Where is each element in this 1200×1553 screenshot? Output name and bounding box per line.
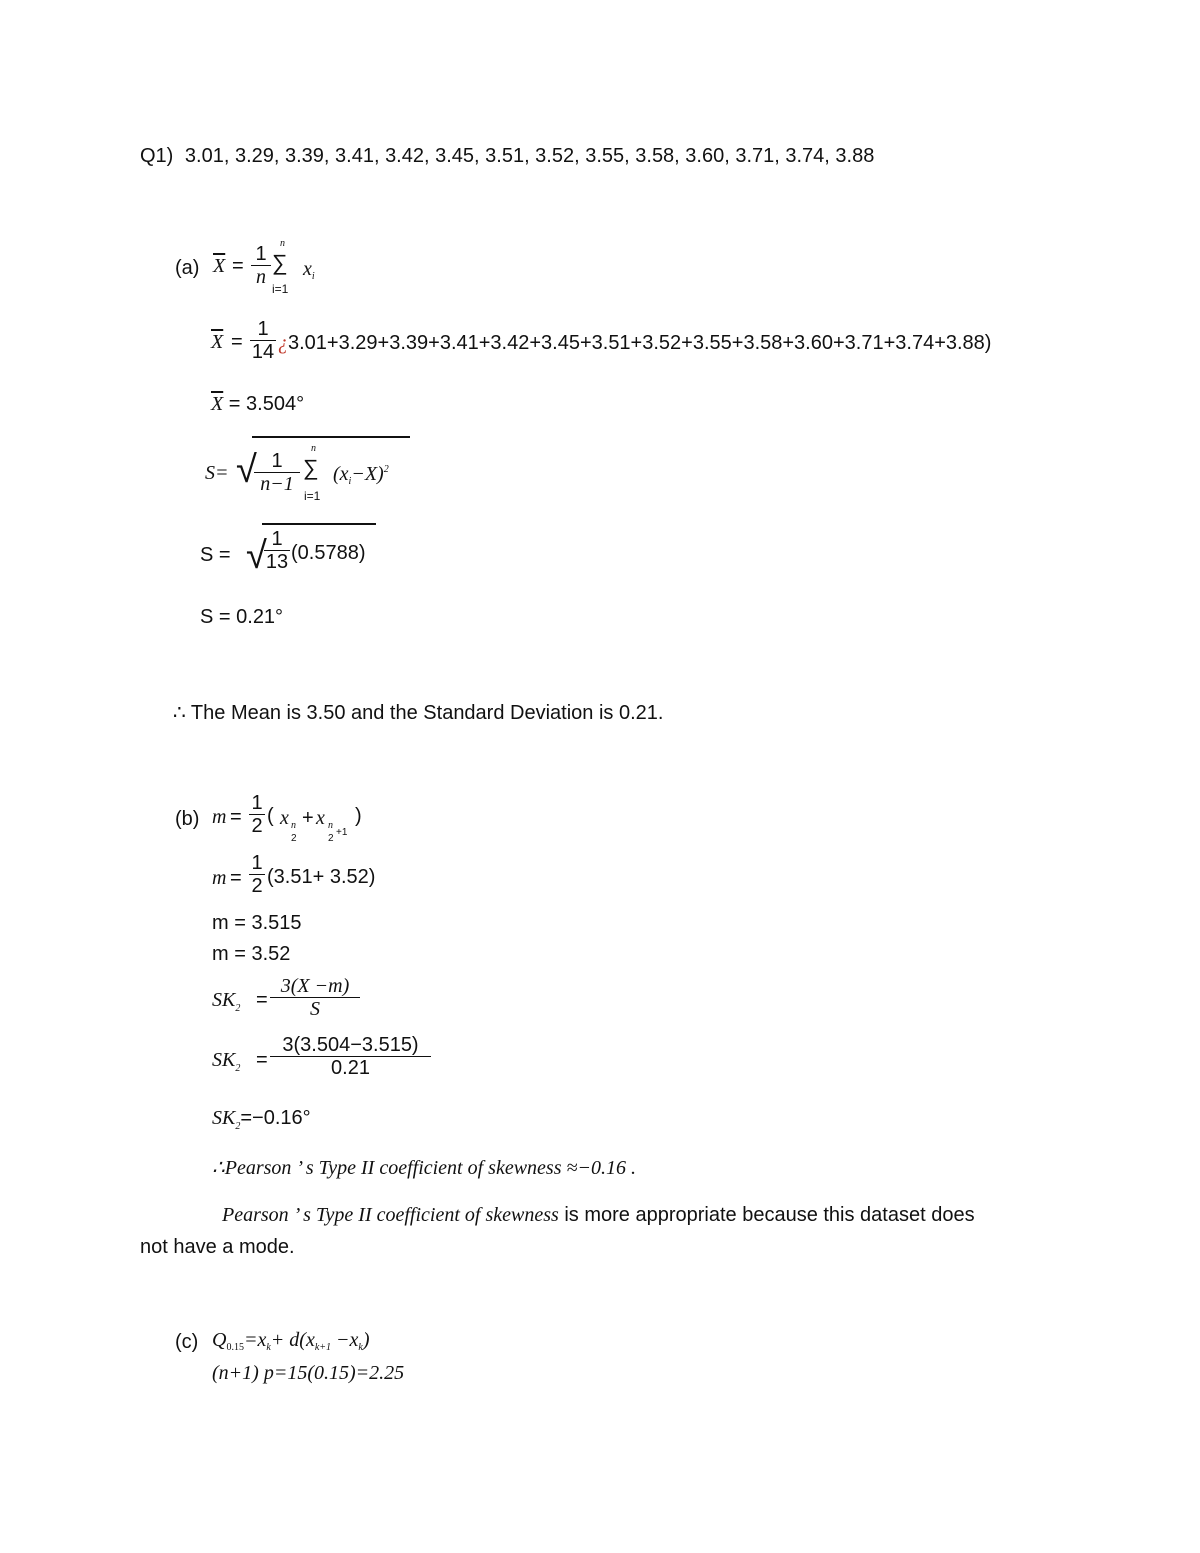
plus-sign: +: [302, 807, 314, 829]
sqrt-bar: [262, 523, 376, 525]
position-equation: (n+1) p=15(0.15)=2.25: [212, 1362, 405, 1384]
dev-subscript: i: [348, 476, 352, 487]
sk-symbol: [212, 989, 240, 1014]
one-over-fourteen-fraction: [250, 318, 276, 363]
question-data-values: 3.01, 3.29, 3.39, 3.41, 3.42, 3.45, 3.51, 3.52, 3.55, 3.58, 3.60, 3.71, 3.74, 3.88: [184, 145, 875, 167]
sum-expression: [278, 332, 991, 355]
numerator: 3(3.504−3.515): [282, 1034, 419, 1056]
k-subscript: k: [266, 1342, 271, 1353]
sum-marker: ¿: [278, 332, 288, 354]
mean-result-line: [211, 393, 304, 416]
sk-subscript: 2: [235, 1121, 241, 1132]
dev-close: ): [377, 463, 384, 485]
square-exponent: 2: [383, 464, 389, 475]
sk-symbol: [212, 1049, 240, 1074]
equals-sign: =: [256, 1049, 268, 1071]
numerator: 1: [257, 318, 269, 340]
x-subscript: i: [311, 271, 315, 282]
s-label: S =: [200, 544, 231, 566]
one-over-thirteen-fraction: [264, 528, 290, 573]
sk-subscript: 2: [235, 1063, 241, 1074]
equals-sign: =: [231, 331, 243, 353]
x-variable: [303, 258, 315, 282]
sum-of-squares: (0.5788): [291, 542, 366, 564]
deviation-term: [333, 463, 389, 487]
median-values: (3.51+ 3.52): [267, 866, 376, 888]
pearson-reason-line1: [222, 1204, 975, 1227]
one-half-fraction: [249, 852, 265, 897]
x-n-half-plus-1: [316, 807, 325, 830]
sk-value: =−0.16°: [240, 1107, 311, 1129]
sum-lower-limit: i=1: [272, 282, 289, 296]
formula-minus-x: −x: [331, 1329, 359, 1351]
sqrt-bar: [252, 436, 410, 438]
m-symbol: m: [212, 806, 227, 828]
s-result: S = 0.21°: [200, 606, 284, 628]
median-close-paren: ): [355, 805, 362, 827]
equals-sign: =: [230, 806, 242, 828]
pearson-reason-line2: not have a mode.: [140, 1236, 295, 1258]
numerator: 1: [271, 528, 283, 550]
equals-sign: =: [232, 255, 244, 277]
denominator: 2: [251, 815, 263, 837]
part-c-label: (c): [175, 1331, 199, 1353]
pearson-conclusion: ∴Pearson ’ s Type II coefficient of skewness ≈−0.16 .: [212, 1157, 636, 1179]
pearson-term: Pearson ’ s Type II coefficient of skewness: [222, 1204, 559, 1226]
sum-values: 3.01+3.29+3.39+3.41+3.42+3.45+3.51+3.52+3.55+3.58+3.60+3.71+3.74+3.88): [288, 332, 992, 354]
x-n-half: [280, 807, 289, 830]
denominator: 13: [265, 551, 289, 573]
denominator: S: [310, 998, 320, 1020]
denominator: 0.21: [331, 1057, 370, 1079]
numerator: 3(X −m): [280, 975, 350, 997]
sk-subscript: 2: [235, 1003, 241, 1014]
sigma-icon: ∑: [303, 455, 319, 480]
question-line: [140, 145, 874, 168]
sub-plus-one: +1: [336, 827, 348, 838]
sqrt-icon: √: [236, 449, 257, 491]
sum-upper-limit: n: [311, 443, 316, 454]
q-letter: Q: [212, 1329, 227, 1351]
median-rounded: m = 3.52: [212, 943, 291, 965]
x-letter: x: [316, 807, 325, 829]
x-letter: x: [280, 807, 289, 829]
question-label: Q1): [140, 145, 174, 167]
numerator: 1: [251, 852, 263, 874]
sk-letters: SK: [212, 1107, 236, 1129]
q-subscript: 0.15: [226, 1342, 244, 1353]
numerator: 1: [251, 792, 263, 814]
reason-text: is more appropriate because this dataset does: [558, 1204, 975, 1226]
formula-close: ): [362, 1329, 370, 1351]
sub-n: n: [291, 820, 296, 831]
sqrt-icon: √: [246, 535, 267, 577]
one-half-fraction: [249, 792, 265, 837]
s-symbol: S=: [205, 462, 229, 484]
mean-symbol: $\overline{X}$: [213, 255, 226, 277]
median-result: m = 3.515: [212, 912, 302, 934]
dev-rest: −X: [351, 463, 378, 485]
formula-plus-d: + d(x: [270, 1329, 315, 1351]
part-a-conclusion: ∴ The Mean is 3.50 and the Standard Deviation is 0.21.: [173, 702, 664, 724]
m-symbol: m: [212, 867, 227, 889]
denominator: 2: [251, 875, 263, 897]
median-open-paren: (: [267, 805, 274, 827]
sk-letters: SK: [212, 1049, 236, 1071]
skewness-substitution-fraction: [270, 1034, 431, 1079]
skewness-result: [212, 1107, 311, 1132]
k-plus-1-subscript: k+1: [314, 1342, 332, 1353]
x-letter: x: [303, 258, 312, 280]
one-over-n-fraction: [251, 243, 271, 288]
sum-upper-limit: n: [280, 238, 285, 249]
part-b-label: (b): [175, 808, 200, 830]
denominator: n: [256, 266, 266, 288]
dev-open: (x: [333, 463, 349, 485]
skewness-fraction: [270, 975, 360, 1020]
one-over-n-minus-1-fraction: [254, 450, 300, 495]
mean-result: = 3.504°: [228, 393, 305, 415]
sub-two: 2: [291, 833, 297, 844]
k-subscript: k: [358, 1342, 363, 1353]
mean-symbol: $\overline{X}$: [211, 393, 224, 415]
quantile-formula: [212, 1329, 370, 1353]
sub-two: 2: [328, 833, 334, 844]
sk-letters: SK: [212, 989, 236, 1011]
denominator: 14: [251, 341, 275, 363]
equals-sign: =: [256, 989, 268, 1011]
sigma-icon: ∑: [272, 250, 288, 275]
sum-lower-limit: i=1: [304, 489, 321, 503]
equals-sign: =: [230, 867, 242, 889]
mean-symbol: $\overline{X}$: [211, 331, 224, 353]
sub-n: n: [328, 820, 333, 831]
denominator: n−1: [260, 473, 294, 495]
numerator: 1: [271, 450, 283, 472]
part-a-label: (a): [175, 257, 200, 279]
numerator: 1: [255, 243, 267, 265]
formula-eq-x: =x: [243, 1329, 267, 1351]
